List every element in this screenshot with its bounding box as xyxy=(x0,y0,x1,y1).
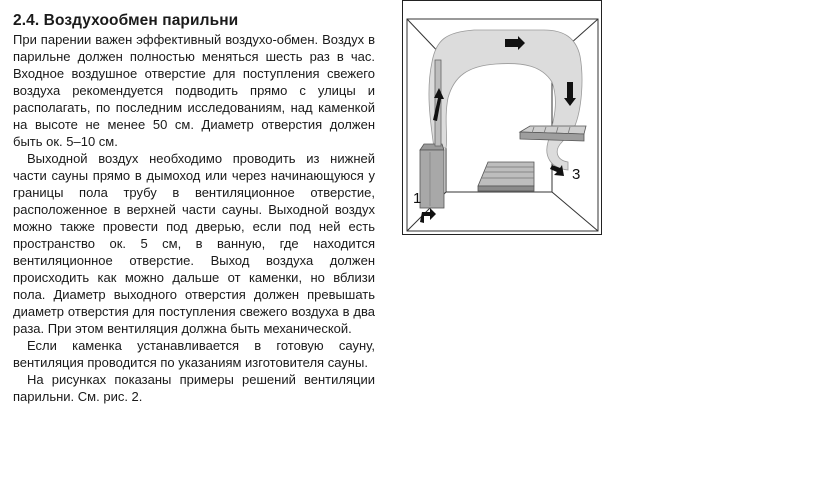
paragraph-4: На рисунках показаны примеры решений вентиляции парильни. См. рис. 2. xyxy=(13,372,375,404)
section-heading: 2.4. Воздухообмен парильни xyxy=(13,12,239,29)
sauna-ventilation-figure xyxy=(384,0,616,238)
section-text xyxy=(13,12,375,405)
label-inlet: 1 xyxy=(413,190,422,207)
heater-stove xyxy=(420,144,444,208)
floor-duckboard xyxy=(478,162,534,191)
label-outlet: 3 xyxy=(572,166,581,183)
paragraph-3: Если каменка устанавливается в готовую сауну, вентиляция проводится по указаниям изготовителя сауны. xyxy=(13,338,375,370)
upper-bench xyxy=(520,126,586,141)
paragraph-2: Выходной воздух необходимо проводить из нижней части сауны прямо в дымоход или через начинающуюся у границы пола трубу в вентиляционное отверстие, расположенное в верхней части сауны. Выходной воздух можно также провести под дверью, если под ней есть пространство ок. 5 см, в ванную, где находится вентиляционное отверстие. Выход воздуха должен происходить как можно дальше от каменки, но вблизи пола. Диаметр выходного отверстия должен превышать диаметр отверстия для поступления свежего воздуха в два раза. При этом вентиляция должна быть механической. xyxy=(13,151,375,336)
paragraph-1: При парении важен эффективный воздухо-обмен. Воздух в парильне должен полностью меняться шесть раз в час. Входное воздушное отверстие для поступления свежего воздуха рекомендуется подводить прямо с улицы и располагать, по последним исследованиям, над каменкой на высоте не менее 50 см. Диаметр отверстия должен быть ок. 5–10 см. xyxy=(13,32,375,149)
